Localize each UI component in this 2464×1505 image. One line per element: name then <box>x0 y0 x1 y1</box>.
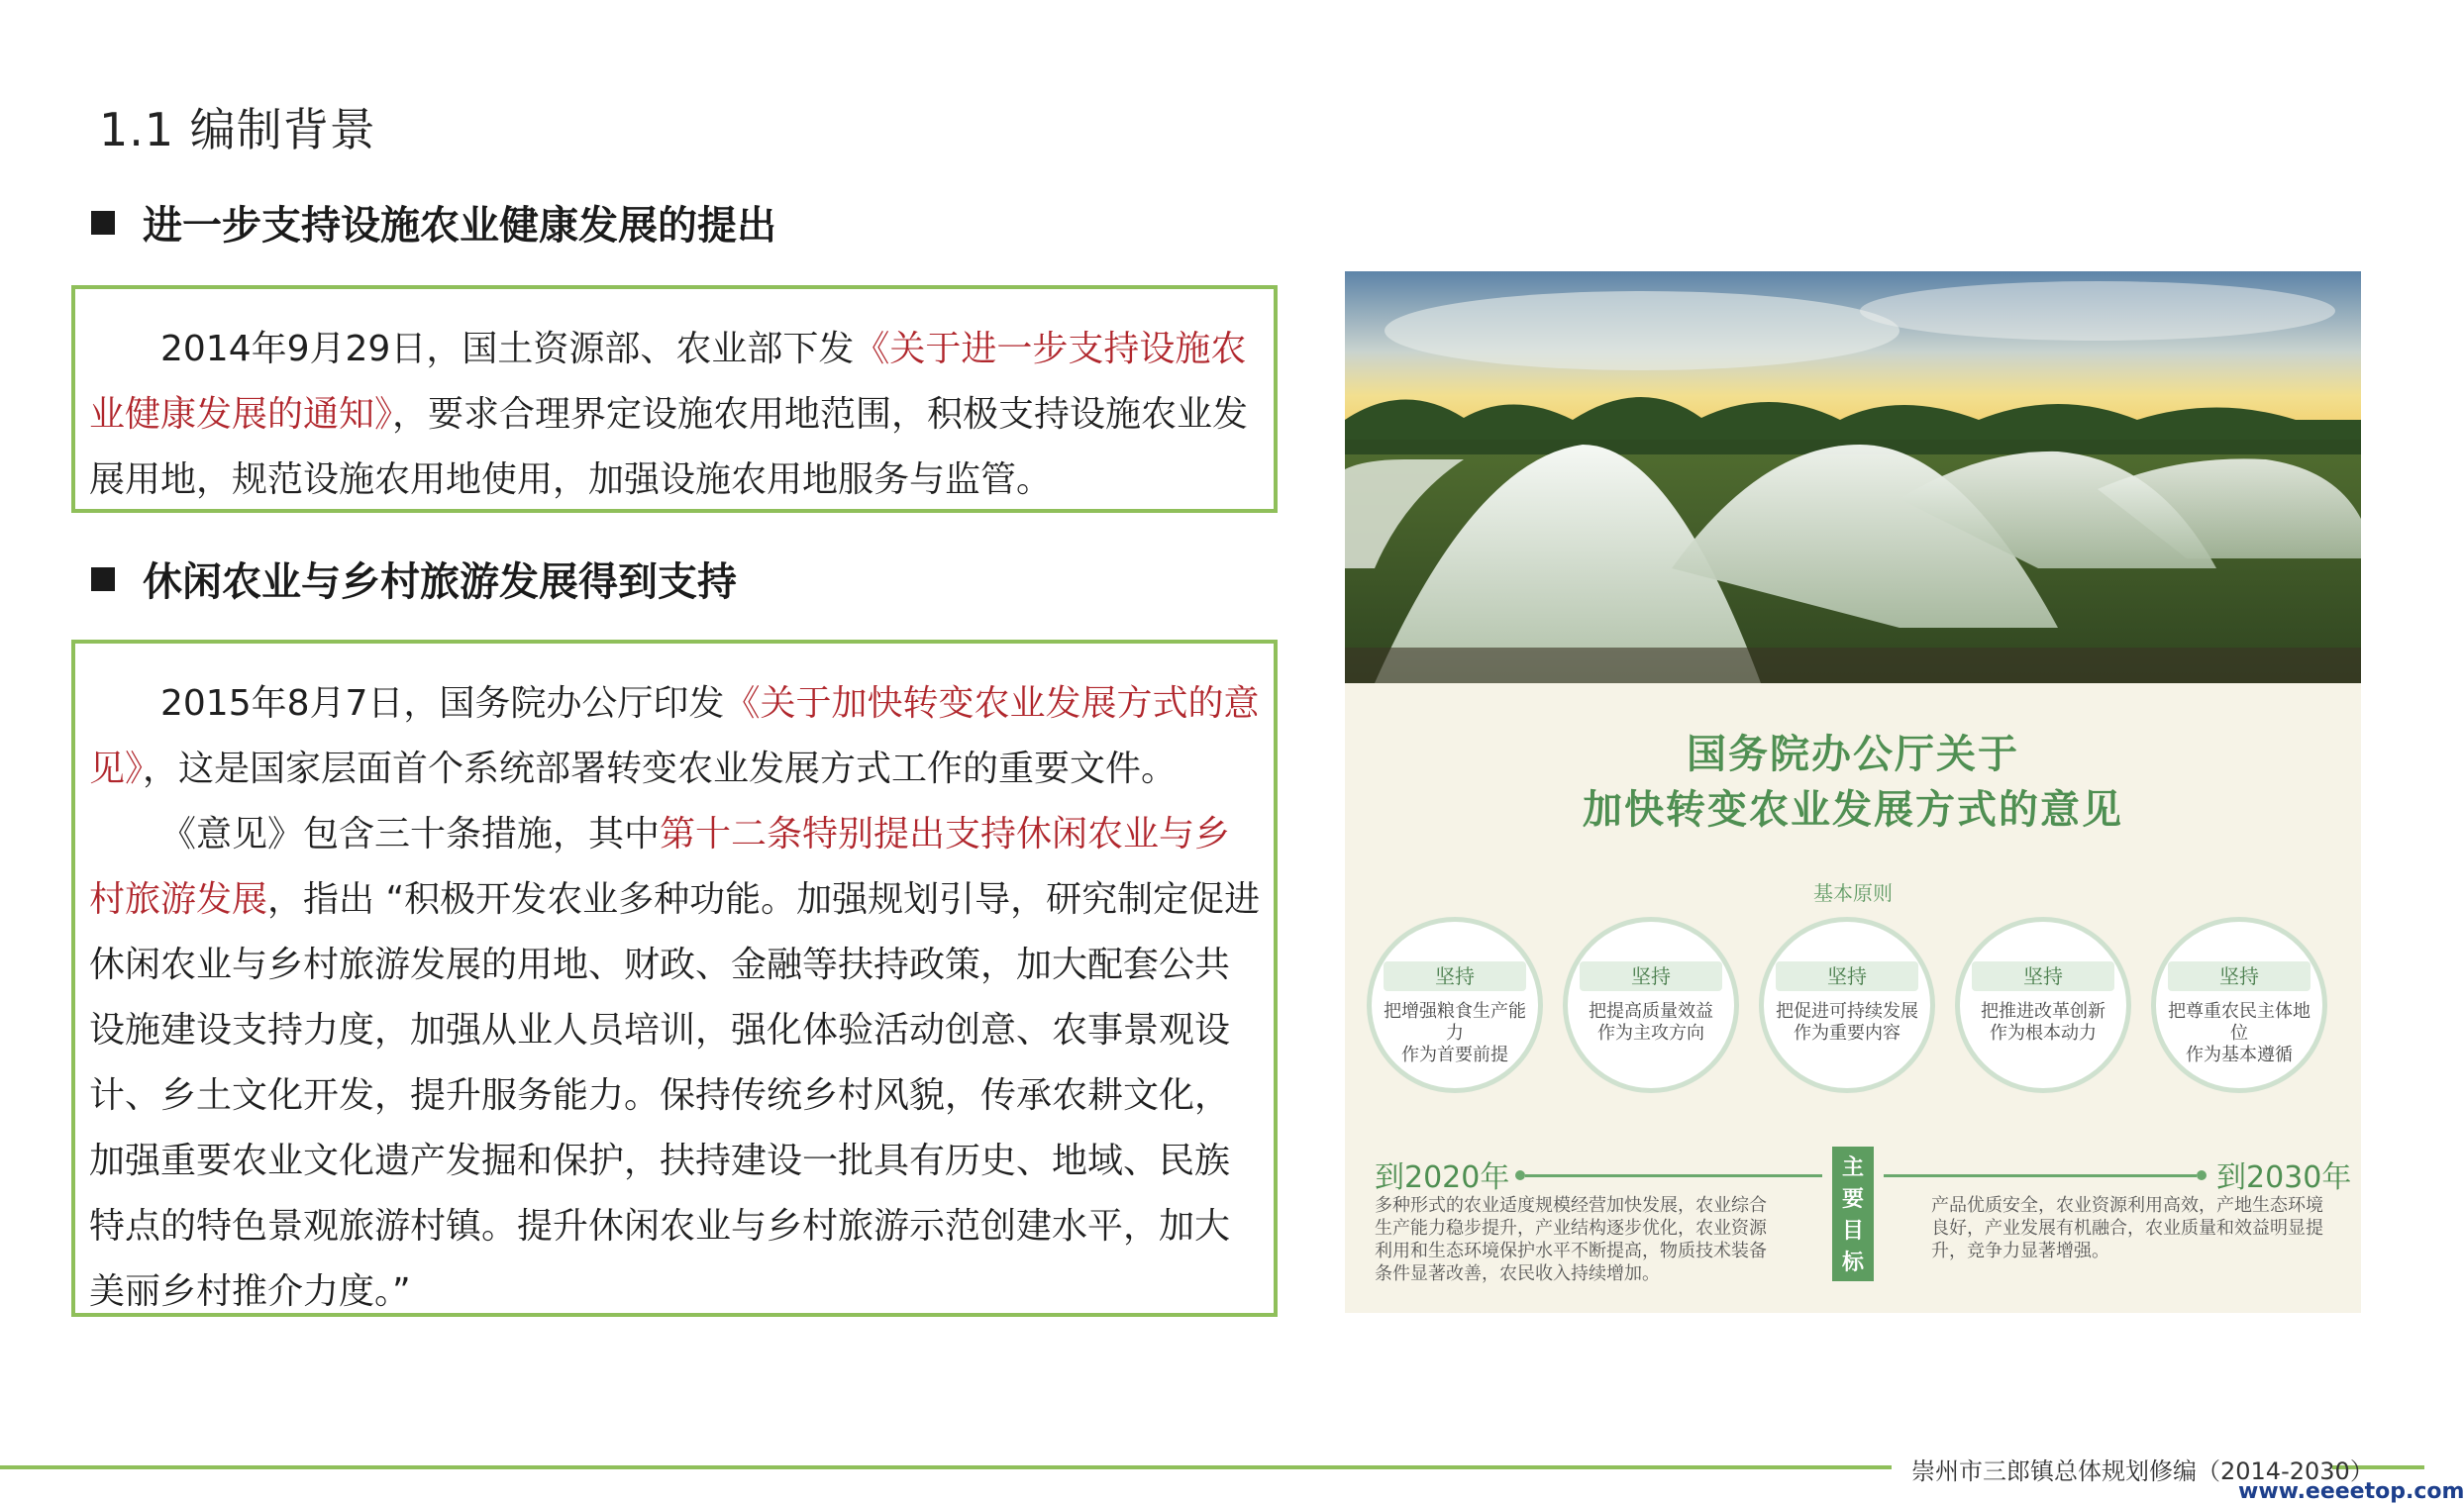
text-run: ，指出 “积极开发农业多种功能。加强规划引导，研究制定促进休闲农业与乡村旅游发展的用地、财政、金融等扶持政策，加大配套公共设施建设支持力度，加强从业人员培训，强化体验活动创意、农事景观设计、乡土文化开发，提升服务能力。保持传统乡村风貌，传承农耕文化，加强重要农业文化遗产发掘和保护，扶持建设一批具有历史、地域、民族特点的特色景观旅游村镇。提升休闲农业与乡村旅游示范创建水平，加大美丽乡村推介力度。” <box>89 879 1261 1312</box>
watermark: www.eeeetop.com <box>2238 1479 2464 1504</box>
principle-circle <box>1955 917 2131 1093</box>
principle-body: 把提高质量效益 作为主攻方向 <box>1589 1001 1713 1044</box>
timeline-line <box>1525 1174 1822 1177</box>
paragraph <box>89 802 1262 1325</box>
principle-head: 坚持 <box>1776 961 1918 991</box>
principle-body: 把推进改革创新 作为根本动力 <box>1981 1001 2105 1044</box>
timeline-dot <box>2197 1170 2207 1180</box>
heading-facility-agriculture <box>91 194 776 251</box>
principle-circle <box>2151 917 2327 1093</box>
principle-body: 把增强粮食生产能力 作为首要前提 <box>1384 1001 1526 1065</box>
year-2030-label: 到2030年 <box>2216 1160 2352 1195</box>
principle-head: 坚持 <box>1384 961 1526 991</box>
text-run: ，要求合理界定设施农用地范围，积极支持设施农业发展用地，规范设施农用地使用，加强设施农用地服务与监管。 <box>89 394 1249 500</box>
main-goals-tag: 主要目标 <box>1832 1147 1874 1281</box>
greenhouse-photo <box>1345 271 2361 683</box>
principle-circle <box>1563 917 1739 1093</box>
bullet-square-icon <box>91 567 115 591</box>
paragraph <box>89 317 1262 513</box>
document-title-link: 《关于进一步支持设施农业健康发展的通知》 <box>89 329 1247 435</box>
highlight-text: 第十二条特别提出支持休闲农业与乡村旅游发展 <box>89 814 1231 920</box>
principle-circle <box>1759 917 1935 1093</box>
heading-text: 进一步支持设施农业健康发展的提出 <box>143 203 776 249</box>
text-box-leisure-agriculture <box>71 640 1278 1317</box>
paragraph <box>89 671 1262 802</box>
footer-text: 崇州市三郎镇总体规划修编（2014-2030） <box>1911 1457 2374 1485</box>
heading-leisure-agriculture <box>91 551 737 607</box>
text-run: 《意见》包含三十条措施，其中 <box>160 814 661 854</box>
year-2020-label: 到2020年 <box>1375 1160 1510 1195</box>
bullet-square-icon <box>91 211 115 235</box>
footer-divider <box>0 1465 1892 1469</box>
text-run: ，这是国家层面首个系统部署转变农业发展方式工作的重要文件。 <box>143 749 1178 789</box>
page-title: 1.1 编制背景 <box>99 103 376 156</box>
infographic-title: 加快转变农业发展方式的意见 <box>1583 787 2123 833</box>
principle-circle <box>1367 917 1543 1093</box>
principle-body: 把促进可持续发展 作为重要内容 <box>1776 1001 1918 1044</box>
goals-2020-text: 多种形式的农业适度规模经营加快发展，农业综合 生产能力稳步提升，产业结构逐步优化，农业资源 利用和生态环境保护水平不断提高，物质技术装备 条件显著改善，农民收入持续增加。 <box>1375 1195 1767 1284</box>
text-run: 2014年9月29日，国土资源部、农业部下发 <box>160 329 855 369</box>
text-run: 2015年8月7日，国务院办公厅印发 <box>160 683 725 724</box>
infographic-subtitle: 基本原则 <box>1813 881 1893 905</box>
policy-infographic <box>1345 683 2361 1313</box>
heading-text: 休闲农业与乡村旅游发展得到支持 <box>143 559 737 605</box>
goals-2030-text: 产品优质安全，农业资源利用高效，产地生态环境 良好，产业发展有机融合，农业质量和效益明显提 升，竞争力显著增强。 <box>1931 1195 2323 1261</box>
timeline-dot <box>1515 1170 1525 1180</box>
text-box-facility-agriculture <box>71 285 1278 513</box>
principle-head: 坚持 <box>1972 961 2114 991</box>
timeline-line <box>1884 1174 2197 1177</box>
principle-body: 把尊重农民主体地位 作为基本遵循 <box>2168 1001 2310 1065</box>
principle-head: 坚持 <box>2168 961 2310 991</box>
infographic-title: 国务院办公厅关于 <box>1687 732 2019 777</box>
document-title-link: 《关于加快转变农业发展方式的意见》 <box>89 683 1260 789</box>
principle-head: 坚持 <box>1580 961 1722 991</box>
